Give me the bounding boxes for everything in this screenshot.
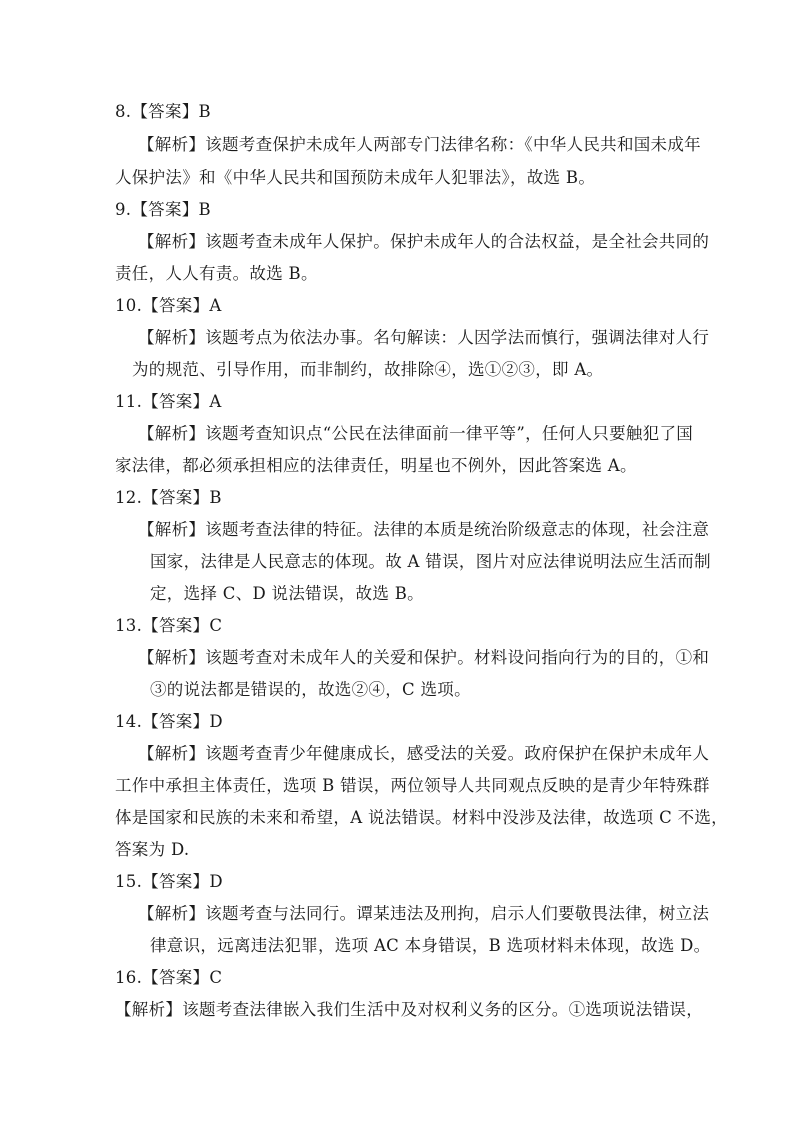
explanation-8-line-2: 人保护法》和《中华人民共和国预防未成年人犯罪法》，故选 B。 (115, 168, 596, 187)
answer-16: 16.【答案】C (115, 968, 223, 987)
answer-12: 12.【答案】B (115, 488, 222, 507)
explanation-8-line-1: 【解析】该题考查保护未成年人两部专门法律名称：《中华人民共和国未成年 (138, 135, 701, 154)
explanation-12-line-2: 国家，法律是人民意志的体现。故 A 错误，图片对应法律说明法应生活而制 (150, 552, 711, 571)
explanation-12-line-3: 定，选择 C、D 说法错误，故选 B。 (150, 584, 424, 603)
explanation-10-line-1: 【解析】该题考点为依法办事。名句解读：人因学法而慎行，强调法律对人行 (138, 328, 710, 347)
explanation-14-line-2: 工作中承担主体责任，选项 B 错误，两位领导人共同观点反映的是青少年特殊群 (115, 776, 710, 795)
answer-11: 11.【答案】A (115, 392, 222, 411)
explanation-12-line-1: 【解析】该题考查法律的特征。法律的本质是统治阶级意志的体现，社会注意 (138, 520, 710, 539)
explanation-11-line-1: 【解析】该题考查知识点“公民在法律面前一律平等”，任何人只要触犯了国 (138, 424, 694, 443)
explanation-14-line-4: 答案为 D. (115, 840, 190, 859)
answer-8: 8.【答案】B (115, 102, 211, 121)
explanation-9-line-1: 【解析】该题考查未成年人保护。保护未成年人的合法权益，是全社会共同的 (138, 232, 710, 251)
explanation-16-line-1: 【解析】该题考查法律嵌入我们生活中及对权利义务的区分。①选项说法错误， (115, 1000, 703, 1019)
explanation-13-line-1: 【解析】该题考查对未成年人的关爱和保护。材料设问指向行为的目的，①和 (138, 648, 710, 667)
explanation-9-line-2: 责任，人人有责。故选 B。 (115, 264, 318, 283)
explanation-15-line-2: 律意识，远离违法犯罪，选项 AC 本身错误，B 选项材料未体现，故选 D。 (150, 936, 711, 955)
explanation-10-line-2: 为的规范、引导作用，而非制约，故排除④，选①②③，即 A。 (132, 360, 604, 379)
explanation-14-line-3: 体是国家和民族的未来和希望，A 说法错误。材料中没涉及法律，故选项 C 不选， (115, 808, 728, 827)
explanation-11-line-2: 家法律，都必须承担相应的法律责任，明星也不例外，因此答案选 A。 (115, 456, 637, 475)
explanation-14-line-1: 【解析】该题考查青少年健康成长，感受法的关爱。政府保护在保护未成年人 (138, 744, 710, 763)
answer-14: 14.【答案】D (115, 712, 223, 731)
answer-9: 9.【答案】B (115, 200, 211, 219)
explanation-13-line-2: ③的说法都是错误的，故选②④，C 选项。 (150, 680, 471, 699)
answer-10: 10.【答案】A (115, 296, 222, 315)
explanation-15-line-1: 【解析】该题考查与法同行。谭某违法及刑拘，启示人们要敬畏法律，树立法 (138, 904, 710, 923)
answer-13: 13.【答案】C (115, 616, 223, 635)
answer-15: 15.【答案】D (115, 872, 223, 891)
